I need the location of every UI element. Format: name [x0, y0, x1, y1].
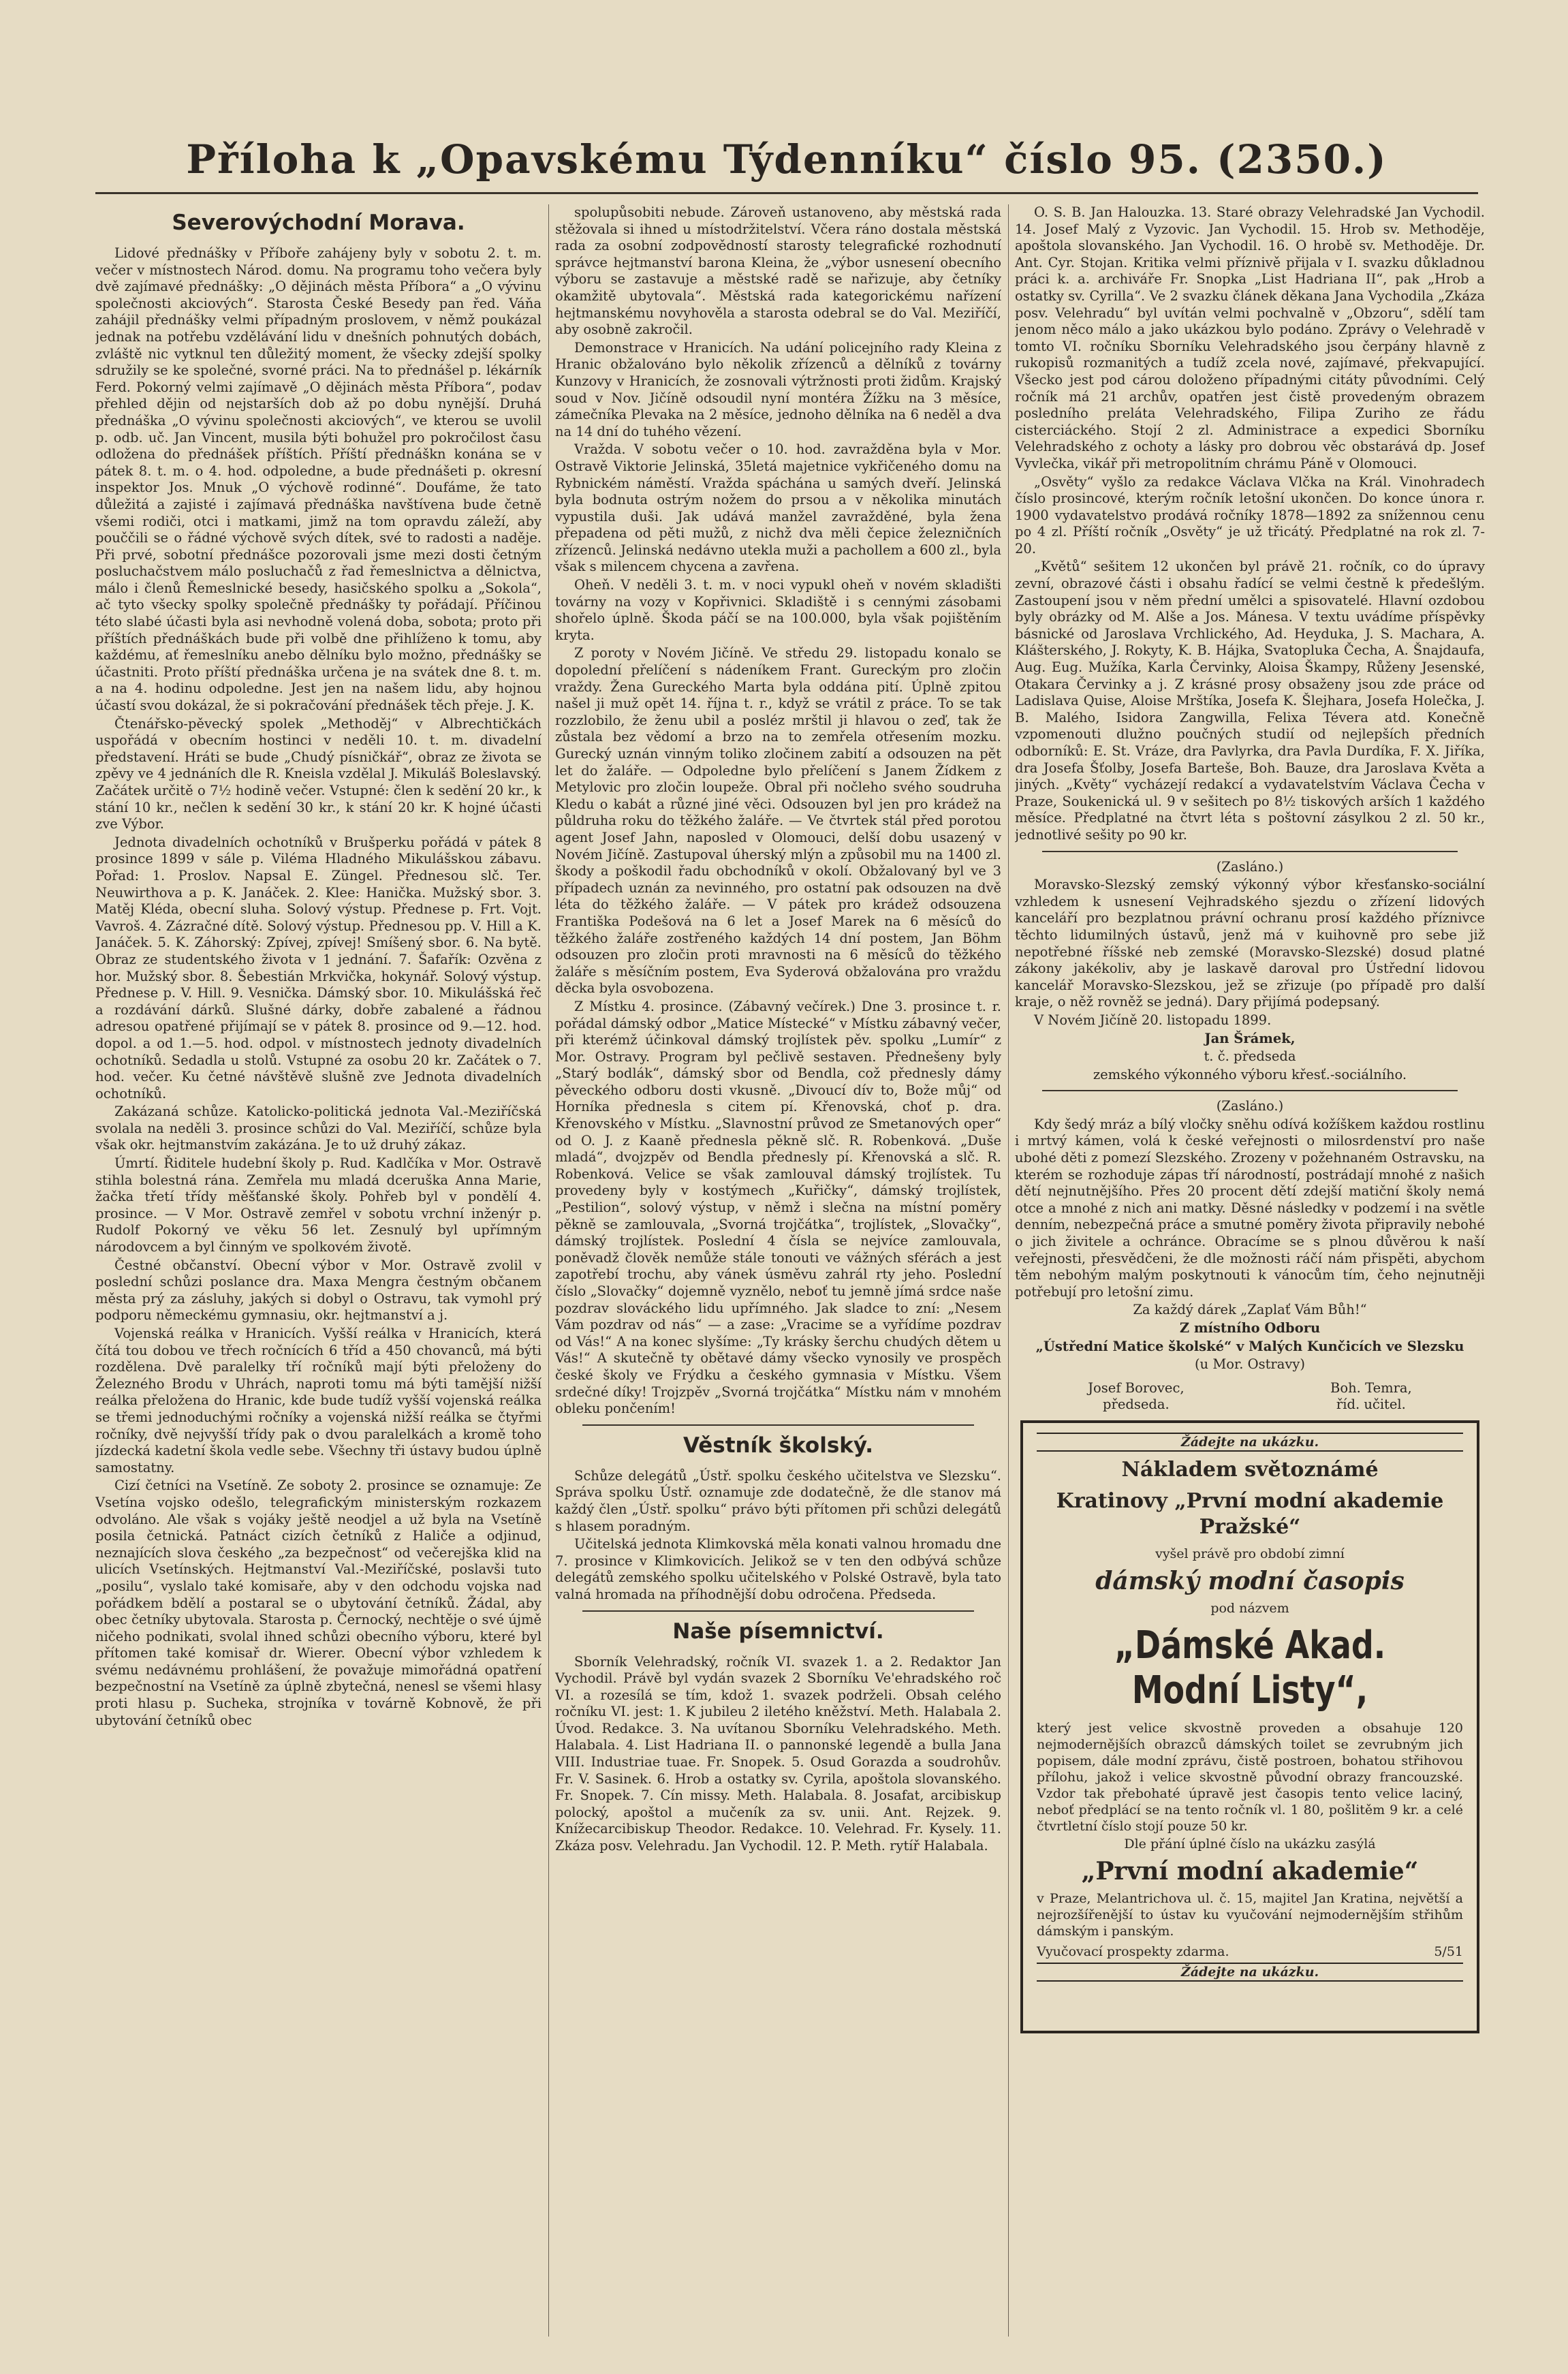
- column-2: [555, 204, 1001, 2343]
- zaslano-thanks: Za každý dárek „Zaplať Vám Bůh!“: [1133, 1302, 1367, 1318]
- ad-line: pod názvem: [1210, 1600, 1289, 1616]
- column-1: [95, 204, 542, 2343]
- org-line: (u Mor. Ostravy): [1194, 1356, 1306, 1373]
- article-paragraph: Vražda. V sobotu večer o 10. hod. zavražděna byla v Mor. Ostravě Viktorie Jelinská, 35letá majetnice vykřičeného domu na Rybnickém náměstí. Vražda spáchána u samých dveří. Jelinská byla bodnuta ostrým nožem do prsou a v několika minutách vypustila duši. Jak udává manžel zavražděné, byla žena přepadena od pěti mužů, z nichž dva měli čepice železničních zřízenců. Jelinská nedávno utekla muži a pachollem a 600 zl., byla však s milencem chycena a zavřena.: [555, 441, 1001, 575]
- section-rule: [582, 1424, 974, 1426]
- article-paragraph: spolupůsobiti nebude. Zároveň ustanoveno, aby městská rada stěžovala si ihned u místodržitelství. Včera ráno dostala městská rada za osobní zodpovědností starosty telegrafické rozhodnutí správce hejtmanství barona Kleina, že „výbor usnesení obecního výboru se zastavuje a městské radě se nařizuje, aby četníky okamžitě ubytovala“. Městská rada kategorickému nařízení hejtmanskému novyhověla a starosta odebral se do Val. Meziříčí, aby osobně zakročil.: [555, 204, 1001, 338]
- article-paragraph: Jednota divadelních ochotníků v Brušperku pořádá v pátek 8 prosince 1899 v sále p. Viléma Hladného Mikulášskou zábavu. Pořad: 1. Proslov. Napsal E. Züngel. Přednesou slč. Ter. Neuwirthova a p. K. Janáček. 2. Klee: Hanička. Mužský sbor. 3. Matěj Kléda, obecní sluha. Solový výstup. Přednese p. Frt. Vojt. Vavroš. 4. Zázračné dítě. Solový výstup. Přednesou pp. V. Hill a K. Janáček. 5. K. Záhorský: Zpívej, zpívej! Smíšený sbor. 6. Na bytě. Obraz ze studentského života v 1 jednání. 7. Šafařík: Ozvěna z hor. Mužský sbor. 8. Šebestián Mrkvička, hokynář. Solový výstup. Přednese p. V. Hill. 9. Vesnička. Dámský sbor. 10. Mikulášská řeč a rozdávání dárků. Slušné dárky, dobře zabalené a řádnou adresou opatřené přijímají se v pátek 8. prosince od 9.—12. hod. dopol. a od 1.—5. hod. odpol. v místnostech jednoty divadelních ochotníků. Sedadla u stolů. Vstupné za osobu 20 kr. Začátek o 7. hod. večer. Ku četné návštěvě slušně zve Jednota divadelních ochotníků.: [95, 834, 542, 1102]
- section-heading: Naše písemnictví.: [672, 1619, 884, 1644]
- zaslano-place: V Novém Jičíně 20. listopadu 1899.: [1034, 1012, 1272, 1028]
- ad-title: „Dámské Akad. Modní Listy“,: [1114, 1623, 1386, 1713]
- ad-line: dámský modní časopis: [1095, 1566, 1405, 1595]
- article-paragraph: Zakázaná schůze. Katolicko-politická jednota Val.-Meziříčská svolala na neděli 3. prosince schůzi do Val. Meziříčí, schůze byla však okr. hejtmanstvím zakázána. Je to už druhý zákaz.: [95, 1104, 542, 1153]
- article-paragraph: Cizí četníci na Vsetíně. Ze soboty 2. prosince se oznamuje: Ze Vsetína vojsko odešlo, telegrafickým ministerským rozkazem odvoláno. Ale však s vojáky ještě neodjel a už byla na Vsetíně posila četnická. Patnáct cizích četníků z Haliče a odjinud, neznajících slova českého „za bezpečnost“ od večerejška klid na ulicích Vsetínských. Hejtmanství Val.-Meziříčské, poslavši tuto „posilu“, vyslalo také komisaře, aby v den odchodu vojska nad pořádkem bdělí a postaral se o ubytování četníků. Žádal, aby obec četníky ubytovala. Starosta p. Černocký, nechtěje o své újmě ničeho podnikati, svolal ihned schůzi obecního výboru, které byl přítomen také komisař dr. Wierer. Obecní výbor vzhledem k svému nedávnému prohlášení, že považuje mimořádná opatření bezpečnostní na Vsetíně za úplně zbytečná, nenesl se všemi hlasy proti hlasu p. Sucheka, strojníka v továrně Kobnově, že při ubytování četníků obec: [95, 1478, 542, 1728]
- column-divider: [548, 204, 549, 2337]
- article-paragraph: Z poroty v Novém Jičíně. Ve středu 29. listopadu konalo se dopolední přelíčení s nádeníkem Frant. Gureckým pro zločin vraždy. Žena Gureckého Marta byla oddána pití. Úplně zpitou našel ji muž opět 14. října t. r., když se vrátil z práce. To se tak rozzlobilo, že ženu ubil a posléz mrštil ji hlavou o zeď, tak že zůstala bez vědomí a brzo na to zemřela otřesením mozku. Gurecký uznán vinným toliko zločinem zabití a odsouzen na pět let do žaláře. — Odpoledne bylo přelíčení s Janem Žídkem z Metylovic pro zločin loupeže. Obral při nočleho svého soudruha Kledu o kabát a různé jiné věci. Odsouzen byl jen pro krádež na půldruha roku do těžkého žaláře. — Ve čtvrtek stál před porotou agent Josef Jahn, naposled v Olomouci, delší dobu usazený v Novém Jičíně. Zastupoval úherský mlýn a způsobil mu na 1400 zl. škody a poškodil řadu obchodníků v okolí. Obžalovaný byl ve 3 případech uznán za nevinného, pro ostatní pak odsouzen na dvě léta do těžkého žaláře. — V pátek pro krádež odsouzena Františka Podešová na 6 let a Josef Marek na 6 měsíců do těžkého žaláře zostřeného každých 14 dní postem, Jan Böhm odsouzen pro zločin proti mravnosti na 6 měsíců do těžkého žaláře s měsíčním postem, Eva Syderová obžalována pro vraždu děcka byla osvobozena.: [555, 645, 1001, 997]
- signature: [1088, 1380, 1184, 1414]
- signatures: [1015, 1380, 1485, 1414]
- signature-name: Jan Šrámek,: [1204, 1030, 1296, 1046]
- ad-company: „První modní akademie“: [1081, 1856, 1419, 1886]
- article-paragraph: Čestné občanství. Obecní výbor v Mor. Ostravě zvolil v poslední schůzi poslance dra. Maxa Mengra čestným občanem města prý za zásluhy, jakých si dobyl o Ostravu, tak vymohl prý podporu německému gymnasiu, okr. hejtmanství a j.: [95, 1257, 542, 1324]
- signature-name: Boh. Temra,: [1330, 1379, 1412, 1396]
- article-paragraph: O. S. B. Jan Halouzka. 13. Staré obrazy Velehradské Jan Vychodil. 14. Josef Malý z Vyzovic. Jan Vychodil. 15. Hrob sv. Methoděje, apoštola slovanského. Jan Vychodil. 16. O hrobě sv. Methoděje. Dr. Ant. Cyr. Stojan. Kritika velmi příznivě přijala v I. svazku důkladnou práci k. a. archiváře Fr. Snopka „List Hadriana II“, pak „Hrob a ostatky sv. Cyrilla“. Ve 2 svazku článek děkana Jana Vychodila „Zkáza posv. Velehradu“ byl uvítán velmi pochvalně v „Obzoru“, sdělí tam jenom něco málo a jako ukázkou bylo podáno. Zprávy o Velehradě v tomto VI. ročníku Sborníku Velehradského jsou čerpány hlavně z rukopisů rozmanitých a tudíž zcela nové, zajímavé, překvapující. Všecko jest pod cárou doloženo případnými citáty původními. Celý ročník má 21 archův, opatřen jest čistě provedeným obrazem posledního preláta Velehradského, Filipa Zuriho ze řádu cisterciáckého. Stojí 2 zl. Administrace a expedici Sborníku Velehradského z ochoty a lásky pro dobrou věc obstarává dp. Josef Vyvlečka, vikář při metropolitním chrámu Páně v Olomouci.: [1015, 204, 1485, 471]
- article-paragraph: Oheň. V neděli 3. t. m. v noci vypukl oheň v novém skladišti továrny na vozy v Kopřivnici. Skladiště i s cennými zásobami shořelo úplně. Škoda páčí se na 100.000, byla však pojištěním kryta.: [555, 577, 1001, 643]
- article-paragraph: Učitelská jednota Klimkovská měla konati valnou hromadu dne 7. prosince v Klimkovicích. Jelikož se v ten den odbývá schůze delegátů zemského spolku učitelského v Polské Ostravě, byla tato valná hromada na příhodnější dobu odročena. Předseda.: [555, 1536, 1001, 1602]
- article-paragraph: „Květů“ sešitem 12 ukončen byl právě 21. ročník, co do úpravy zevní, obrazové části i obsahu řadící se velmi čestně k předešlým. Zastoupení jsou v něm přední umělci a spisovatelé. Hlavní ozdobou byly obrázky od M. Alše a Jos. Mánesa. V textu uvádíme příspěvky básnické od Jaroslava Vrchlického, Ad. Heyduka, J. S. Machara, A. Klášterského, J. Rokyty, K. B. Hájka, Svatopluka Čecha, A. Šnajdaufa, Aug. Eug. Mužíka, Karla Červinky, Aloisa Škampy, Růženy Jesenské, Otakara Červinky a j. Z krásné prosy obsaženy jsou zde práce od Ladislava Quise, Aloise Mrštíka, Josefa K. Šlejhara, Josefa Holečka, J. B. Malého, Isidora Zangwilla, Felixa Tévera atd. Konečně vzpomenouti dlužno poučných studií od nejlepších předních odborníků: E. St. Vráze, dra Pavlyrka, dra Pavla Durdíka, F. X. Jiříka, dra Josefa Šťolby, Josefa Barteše, Boh. Bauze, dra Jaroslava Květa a jiných. „Květy“ vycházejí redakcí a vydavatelstvím Václava Čecha v Praze, Soukenická ul. 9 v sešitech po 8½ tiskových arších 1 každého měsíce. Předplatné na čtvrt léta s poštovní zásylkou 2 zl. 50 kr., jednotlivé sešity po 90 kr.: [1015, 559, 1485, 843]
- ad-strip: Žádejte na ukázku.: [1037, 1963, 1463, 1982]
- ad-strip: Žádejte na ukázku.: [1037, 1433, 1463, 1452]
- ad-line: Nákladem světoznámé: [1121, 1457, 1379, 1482]
- zaslano-text: Moravsko-Slezský zemský výkonný výbor křesťansko-sociální vzhledem k usnesení Vejhradského sjezdu o zřízení lidových kanceláří pro bezplatnou právní ochranu prosí každého příznivce těchto lidumilných ústavů, jenž má v kuihovně pro sebe již nepotřebné říšské neb zemské (Moravsko-Slezské) dosud platné zákony jakékoliv, aby je laskavě daroval pro Ústřední lidovou kancelář Moravsko-Slezskou, jež se zřizuje (po případě pro další kraje, o něž rovněž se jedná). Dary přijímá podepsaný.: [1015, 877, 1485, 1010]
- page-title: Příloha k „Opavskému Týdenníku“ číslo 95. (2350.): [186, 136, 1387, 183]
- signature-role: říd. učitel.: [1336, 1396, 1406, 1413]
- ad-text: Dle přání úplné číslo na ukázku zasýlá: [1124, 1836, 1376, 1852]
- signature-role: zemského výkonného výboru křesť.-sociálního.: [1093, 1066, 1407, 1082]
- ad-line: vyšel právě pro období zimní: [1155, 1546, 1345, 1561]
- advertisement-box: [1020, 1420, 1479, 2033]
- zaslano-heading: (Zasláno.): [1216, 1098, 1284, 1114]
- column-3: [1015, 204, 1485, 2343]
- ad-text: který jest velice skvostně proveden a obsahuje 120 nejmodernějších obrazců dámských toilet se zevrubným jich popisem, dále modní zprávu, čistě postroen, bohatou střihovou přílohu, jakož i velice skvostně původní obrazy francouzské. Vzdor tak přebohaté úpravě jest časopis tento velice laciný, neboť předplácí se na tento ročník vl. 1 80, pošlitěm 9 kr. a celé čtvrtletní číslo stojí pouze 50 kr.: [1037, 1720, 1463, 1834]
- section-rule: [1042, 851, 1458, 852]
- ad-text: v Praze, Melantrichova ul. č. 15, majitel Jan Kratina, největší a nejrozšířenější to ústav ku vyučování nejmodernějším střihům dámským i panským.: [1037, 1890, 1463, 1939]
- article-paragraph: Schůze delegátů „Ústř. spolku českého učitelstva ve Slezsku“. Správa spolku Ústř. oznamuje zde dodatečně, že dle stanov má každý člen „Ústř. spolku“ právo býti přítomen při schůzi delegátů s hlasem poradným.: [555, 1467, 1001, 1534]
- article-paragraph: Úmrtí. Řiditele hudební školy p. Rud. Kadlčíka v Mor. Ostravě stihla bolestná rána. Zemřela mu mladá dceruška Anna Marie, žačka třetí třídy měšťanské školy. Pohřeb byl v pondělí 4. prosince. — V Mor. Ostravě zemřel v sobotu vrchní inženýr p. Rudolf Pokorný ve věku 56 let. Zesnulý byl upřímným národovcem a byl činným ve spolkovém životě.: [95, 1155, 542, 1255]
- article-paragraph: „Osvěty“ vyšlo za redakce Václava Vlčka na Král. Vinohradech číslo prosincové, kterým ročník letošní ukončen. Do konce února r. 1900 vydavatelstvo prodává ročníky 1878—1892 za snížennou cenu po 4 zl. Příští ročník „Osvěty“ je už třicátý. Předplatné na rok zl. 7-20.: [1015, 473, 1485, 557]
- article-paragraph: Demonstrace v Hranicích. Na udání policejního rady Kleina z Hranic obžalováno bylo několik zřízenců a dělníků z továrny Kunzovy v Hranicích, že zosnovali výtržnosti proti židům. Krajský soud v Nov. Jičíně odsoudil nyní montéra Žížku na 3 měsíce, zámečníka Plevaka na 2 měsíce, jednoho dělníka na 6 neděl a dva na 14 dní do tuhého vězení.: [555, 339, 1001, 439]
- article-paragraph: Z Místku 4. prosince. (Zábavný večírek.) Dne 3. prosince t. r. pořádal dámský odbor „Matice Místecké“ v Místku zábavný večer, při kterémž účinkoval dámský trojlístek pěv. spolku „Lumír“ z Mor. Ostravy. Program byl pečlivě sestaven. Přednešeny byly „Starý bodlák“, dámský sbor od Bendla, což přednesly dámy pěveckého odboru dosti vkusně. „Divoucí dív to, Bože můj“ od Horníka přednesla s citem pí. Křenovská, choť p. dra. Křenovského v Místku. „Slavnostní průvod ze Smetanových oper“ od O. J. z Kaaně přednesla pěkně slč. R. Robenková. „Duše mladá“, dvojzpěv od Bendla přednesly pí. Křenovská a slč. R. Robenková. Velice se však zamlouval dámský trojlístek. Tu provedeny byly v kostýmech „Kuřičky“, dámský trojlístek, „Pestilion“, solový výstup, v němž i slečna na místní poměry pěkně se zamlouvala, „Svorná trojčátka“, trojlístek, „Slovačky“, dámský trojlístek. Poslední 4 čísla se nejvíce zamlouvala, poněvadž člověk nemůže stále tonouti ve vážných sférách a jest zapotřebí trochu, aby vánek úsměvu zahrál rty jeho. Poslední číslo „Slovačky“ dojemně vyznělo, neboť tu jemně jímá srdce naše pozdrav slováckého lidu upřímného. Jak sladce to zní: „Nesem Vám pozdrav od nás“ — a zase: „Vracime se a vyřídíme pozdrav od Vás!“ A na konec slyšíme: „Ty krásky šerchu chudých dětem u Vás!“ A skutečně ty obětavé dámy všecko vynosily ve prospěch české školy ve Frýdku a českého gymnasia v Místku. Všem srdečné díky! Trojzpěv „Svorná trojčátka“ Místku nám v mnohém obleku pončením!: [555, 998, 1001, 1417]
- ad-footer: Vyučovací prospekty zdarma.: [1037, 1943, 1229, 1959]
- header-rule: [95, 192, 1478, 194]
- signature-role: t. č. předseda: [1204, 1048, 1296, 1065]
- section-rule: [1042, 1090, 1458, 1091]
- column-divider: [1008, 204, 1009, 2337]
- article-paragraph: Čtenářsko-pěvecký spolek „Methoděj“ v Albrechtičkách uspořádá v obecním hostinci v neděli 10. t. m. divadelní představení. Hráti se bude „Chudý písničkář“, obraz ze života se zpěvy ve 4 jednáních dle R. Kneisla vzdělal J. Mikuláš Boleslavský. Začátek určitě o 7½ hodině večer. Vstupné: člen k sedění 20 kr., k stání 10 kr., nečlen k sedění 30 kr., k stání 20 kr. K hojné účasti zve Výbor.: [95, 715, 542, 832]
- ad-code: 5/51: [1434, 1943, 1463, 1959]
- article-paragraph: Sborník Velehradský, ročník VI. svazek 1. a 2. Redaktor Jan Vychodil. Právě byl vydán svazek 2 Sborníku Ve'ehradského roč VI. a rozesílá se tím, kdož 1. svazek podrželi. Obsah celého ročníku VI. jest: 1. K jubileu 2 iletého kněžství. Meth. Halabala 2. Úvod. Redakce. 3. Na uvítanou Sborníku Velehradského. Meth. Halabala. 4. List Hadriana II. o pannonské legendě a bulla Jana VIII. Industriae tuae. Fr. Snopek. 5. Osud Gorazda a soudrohův. Fr. V. Sasinek. 6. Hrob a ostatky sv. Cyrila, apoštola slovanského. Fr. Snopek. 7. Cín missy. Meth. Halabala. 8. Josafat, arcibiskup polocký, apoštol a mučeník za sv. unii. Ant. Rejzek. 9. Knížecarcibiskup Theodor. Redakce. 10. Velehrad. Fr. Kysely. 11. Zkáza posv. Velehradu. Jan Vychodil. 12. P. Meth. rytíř Halabala.: [555, 1653, 1001, 1854]
- signature-name: Josef Borovec,: [1088, 1379, 1185, 1396]
- section-rule: [582, 1610, 974, 1612]
- signature: [1330, 1380, 1412, 1414]
- section-heading: Severovýchodní Morava.: [172, 210, 465, 235]
- article-paragraph: Lidové přednášky v Příboře zahájeny byly v sobotu 2. t. m. večer v místnostech Národ. domu. Na programu toho večera byly dvě zajímavé přednášky: „O dějinách města Příbora“ a „O vývinu společnosti akciových“. Starosta České Besedy pan řed. Váňa zahájil přednášky velmi případným proslovem, v němž poukázal jednak na potřebu vzdělávání lidu v dnešních pohnutých dobách, zvláště nic vytknul ten důležitý moment, že všecky zdejší spolky sdružily se ke společné, svorné práci. Na to přednášel p. lékárník Ferd. Pokorný velmi zajímavě „O dějinách města Příbora“, podav přehled dějin od nejstarších dob až po dobu nynější. Druhá přednáška „O vývinu společnosti akciových“, ve kterou se uvolil p. odb. uč. Jan Vincent, musila býti bohužel pro pokročilost času odložena do přednášek příštích. Příští přednáškn konána se v pátek 8. t. m. o 4. hod. odpoledne, a bude přednášeti p. okresní inspektor Jos. Mnuk „O výchově rodinné“. Doufáme, že tato důležitá a zajisté i zajímavá přednáška navštívena bude četně všemi rodiči, otci i matkami, jimž na tom opravdu záleží, aby pouččili se o řádné výchově svých dítek, své to radosti a naděje. Při prvé, sobotní přednášce pozorovali jsme mezi dosti četným posluchačstvem málo posluchačů z řad řemeslnictva a dělnictva, málo i členů Řemeslnické besedy, hasičského spolku a „Sokola“, ač tyto všecky spolky společně přednášky ty pořádají. Příčinou této slabé účasti byla asi nevhodně volená doba, sobota; proto při příštích přednáškách bude při volbě dne přihlíženo k tomu, aby každému, ať řemeslníku anebo dělníku bylo možno, přednášky se účastniti. Proto příští přednáška určena je na svátek dne 8. t. m. a na 4. hodinu odpoledne. Jest jen na našem lidu, aby hojnou účastí svou dokázal, že si pokračování přednášek těch přeje. J. K.: [95, 245, 542, 714]
- section-heading: Věstník školský.: [683, 1433, 874, 1458]
- zaslano-heading: (Zasláno.): [1216, 858, 1284, 875]
- ad-footer-row: [1037, 1943, 1463, 1960]
- article-paragraph: Vojenská reálka v Hranicích. Vyšší reálka v Hranicích, která čítá tou dobou ve třech ročnících 6 tříd a 450 chovanců, má býti rozdělena. Dvě paralelky tří ročníků mají býti přeloženy do Železného Brodu v Uhrách, naproti tomu má býti tamější nižší reálka přeložena do Hranic, kde bude tudíž vyšší vojenská reálka se třemi jednoduchými ročníky a vojenská nižší reálka se čtyřmi ročníky, dvě nejvyšší třídy pak o dvou paralelkách a kromě toho jízdecká kadetní škola vedle sebe. Všechny tři ústavy budou úplně samostatny.: [95, 1326, 542, 1475]
- org-line: „Ústřední Matice školské“ v Malých Kunčicích ve Slezsku: [1035, 1338, 1464, 1354]
- signature-role: předseda.: [1103, 1396, 1170, 1413]
- ad-line: Kratinovy „První modní akademie Pražské“: [1056, 1488, 1444, 1539]
- zaslano-text: Kdy šedý mráz a bílý vločky sněhu odívá kožíškem každou rostlinu i mrtvý kámen, volá k české veřejnosti o milosrdenství pro naše ubohé děti z pomezí Slezského. Zrozeny v požehnaném Ostravsku, na kterém se rozhoduje zápas tří národností, postrádají mnohé z našich dětí nejnutnějšího. Přes 20 procent dětí zdejší matiční školy nemá otce a mnohé z nich ani matky. Děsné následky v podzemí i na světle denním, nebezpečná práce a smutné poměry života připravily nebohé o jich živitele a ochránce. Obracíme se s plnou důvěrou k naší veřejnosti, přesvědčeni, že dle možnosti ráčí nám přispěti, abychom těm nebohým malým poskytnouti k vánocům tím, čeho nejnutněji potřebují pro letošní zimu.: [1015, 1116, 1485, 1300]
- org-line: Z místního Odboru: [1179, 1320, 1321, 1336]
